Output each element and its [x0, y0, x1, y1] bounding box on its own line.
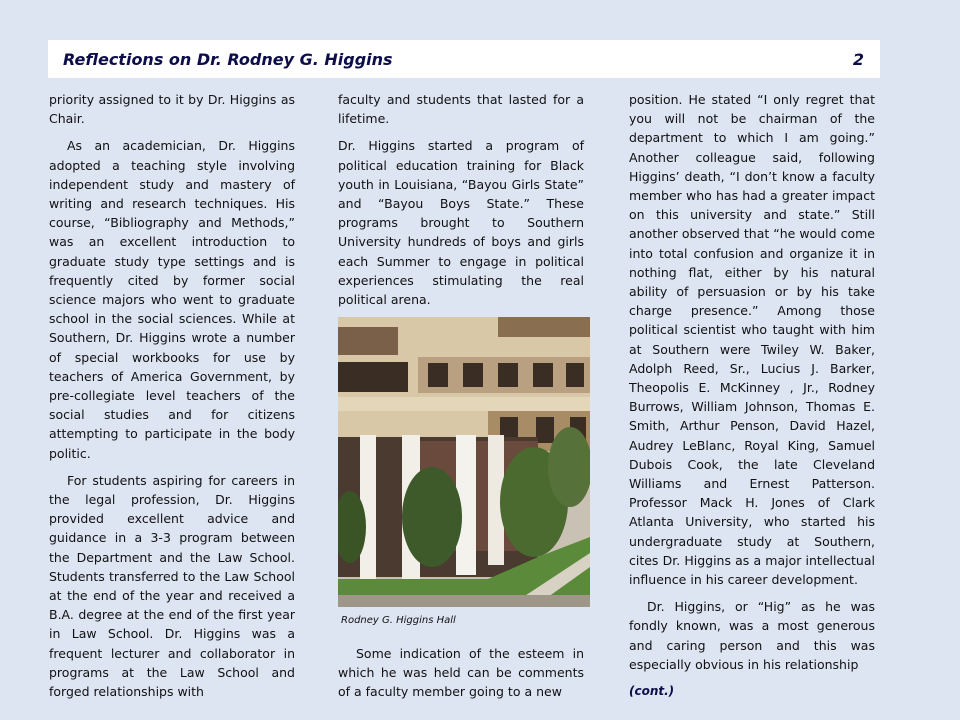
column-1 [49, 90, 295, 709]
paragraph: faculty and students that lasted for a lifetime. [338, 92, 584, 127]
paragraph: priority assigned to it by Dr. Higgins as Chair. [49, 92, 295, 127]
paragraph: Dr. Higgins started a program of political education training for Black youth in Louisiana, “Bayou Girls State” and “Bayou Boys State.” These programs brought to Southern University hundreds of boys and girls each Summer to engage in political experiences stimulating the real political arena. [338, 138, 584, 308]
photo-caption: Rodney G. Higgins Hall [341, 615, 456, 626]
column-2-continued [338, 644, 584, 702]
higgins-hall-image [338, 317, 590, 607]
page-title: Reflections on Dr. Rodney G. Higgins [63, 49, 393, 69]
continued-label: (cont.) [629, 684, 675, 699]
column-3 [629, 90, 875, 701]
paragraph: For students aspiring for careers in the legal profession, Dr. Higgins provided excellent advice and guidance in a 3-3 program between the Department and the Law School. Students transferred to the Law School at the end of the year and received a B.A. degree at the end of the first year in Law School. Dr. Higgins was a frequent lecturer and collaborator in programs at the Law School and forged relationships with [49, 472, 295, 700]
paragraph: Some indication of the esteem in which he was held can be comments of a faculty member going to a new [338, 646, 584, 700]
paragraph: Dr. Higgins, or “Hig” as he was fondly known, was a most generous and caring person and this was especially obvious in his relationship [629, 599, 875, 672]
building-photo [338, 317, 590, 607]
paragraph: position. He stated “I only regret that you will not be chairman of the department to which I am going.” Another colleague said, following Higgins’ death, “I don’t know a faculty member who has had a greater impact on this university and state.” Still another observed that “he would come into total confusion and organize it in nothing flat, either by his natural ability of persuasion or by his take charge presence.” Among those political scientist who taught with him at Southern were Twiley W. Baker, Adolph Reed, Sr., Lucius J. Barker, Theopolis E. McKinney , Jr., Rodney Burrows, William Johnson, Thomas E. Smith, Arthur Penson, David Hazel, Audrey LeBlanc, Royal King, Samuel Dubois Cook, the late Cleveland Williams and Ernest Patterson. Professor Mack H. Jones of Clark Atlanta University, who started his undergraduate study at Southern, cites Dr. Higgins as a major intellectual influence in his career development. [629, 92, 875, 588]
page-number: 2 [852, 49, 864, 69]
page-header [48, 40, 880, 78]
paragraph: As an academician, Dr. Higgins adopted a teaching style involving independent study and mastery of writing and research techniques. His course, “Bibliography and Methods,” was an excellent introduction to graduate study type settings and is frequently cited by former social science majors who went to graduate school in the social sciences. While at Southern, Dr. Higgins wrote a number of special workbooks for use by teachers of America Government, by pre-collegiate level teachers of the social studies and for citizens attempting to participate in the body politic. [49, 138, 295, 461]
column-2 [338, 90, 584, 317]
